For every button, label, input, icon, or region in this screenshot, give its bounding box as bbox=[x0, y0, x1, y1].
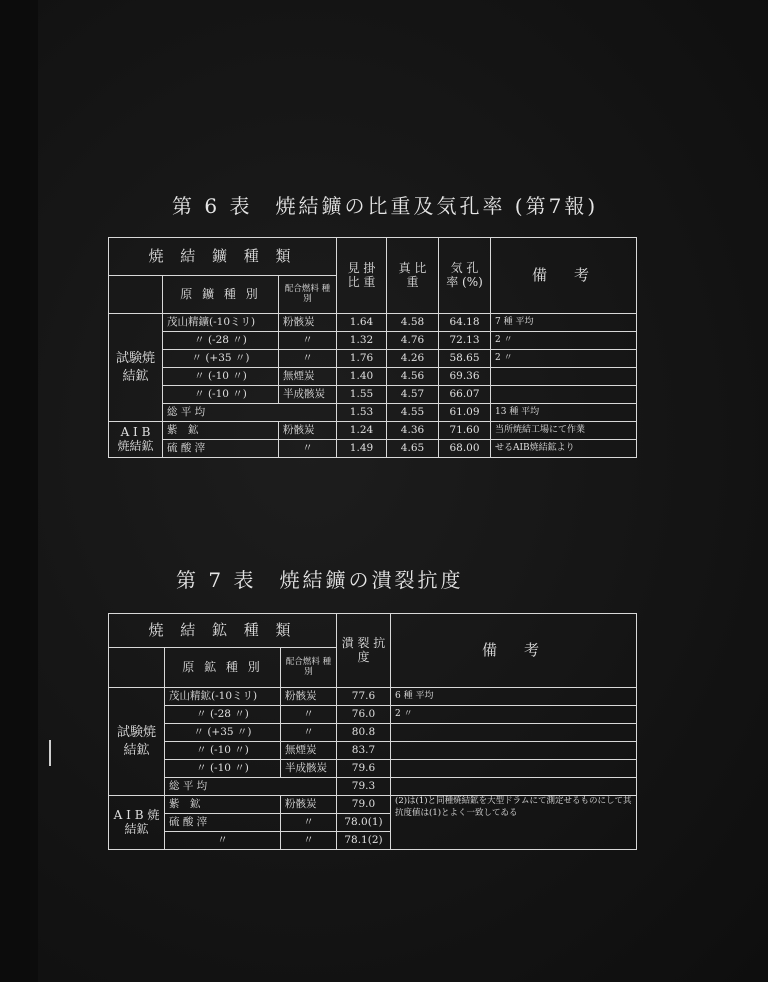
t7-remark: 6 種 平均 bbox=[391, 688, 637, 706]
t6-head-remarks: 備 考 bbox=[491, 238, 637, 314]
t7-remark: 2 〃 bbox=[391, 706, 637, 724]
t6-apparent-sg: 1.24 bbox=[337, 422, 387, 440]
t7-strength: 78.1(2) bbox=[337, 832, 391, 850]
t6-true-sg: 4.56 bbox=[387, 368, 439, 386]
table-row bbox=[109, 350, 637, 368]
t6-material: 紫 鉱 bbox=[163, 422, 279, 440]
table-row bbox=[109, 688, 637, 706]
t6-apparent-sg: 1.49 bbox=[337, 440, 387, 458]
t7-head-blank bbox=[109, 648, 165, 688]
t6-group-aib: A I B 焼結鉱 bbox=[109, 422, 163, 458]
t7-strength: 83.7 bbox=[337, 742, 391, 760]
t7-head-material: 原 鉱 種 別 bbox=[165, 648, 281, 688]
t7-fuel: 粉骸炭 bbox=[281, 688, 337, 706]
t6-apparent-sg: 1.55 bbox=[337, 386, 387, 404]
table-row bbox=[109, 386, 637, 404]
t6-fuel: 〃 bbox=[279, 332, 337, 350]
t7-head-remarks: 備 考 bbox=[391, 614, 637, 688]
t7-fuel: 無煙炭 bbox=[281, 742, 337, 760]
t6-fuel: 無煙炭 bbox=[279, 368, 337, 386]
t7-head-fuel: 配合燃料 種 別 bbox=[281, 648, 337, 688]
t6-porosity: 72.13 bbox=[439, 332, 491, 350]
t7-material: 〃 bbox=[165, 832, 281, 850]
t7-material: 硫 酸 滓 bbox=[165, 814, 281, 832]
table-row bbox=[109, 368, 637, 386]
t7-fuel: 粉骸炭 bbox=[281, 796, 337, 814]
t7-fuel: 〃 bbox=[281, 706, 337, 724]
table6 bbox=[108, 237, 637, 458]
t6-material: 〃 (-10 〃) bbox=[163, 368, 279, 386]
table-row bbox=[109, 440, 637, 458]
t7-fuel: 半成骸炭 bbox=[281, 760, 337, 778]
margin-mark bbox=[49, 740, 51, 766]
t7-aib-note: (2)は(1)と同種焼結鉱を大型ドラムにて測定せるものにして其抗度値は(1)とよく一致してゐる bbox=[391, 796, 637, 850]
t6-material: 〃 (-10 〃) bbox=[163, 386, 279, 404]
t6-true-sg: 4.65 bbox=[387, 440, 439, 458]
t7-head-type: 焼 結 鉱 種 類 bbox=[109, 614, 337, 648]
t7-material: 総 平 均 bbox=[165, 778, 337, 796]
t7-material: 〃 (+35 〃) bbox=[165, 724, 281, 742]
t6-porosity: 66.07 bbox=[439, 386, 491, 404]
t6-true-sg: 4.26 bbox=[387, 350, 439, 368]
table-row bbox=[109, 778, 637, 796]
t6-material: 硫 酸 滓 bbox=[163, 440, 279, 458]
table7 bbox=[108, 613, 637, 850]
t6-apparent-sg: 1.40 bbox=[337, 368, 387, 386]
table-row bbox=[109, 422, 637, 440]
t7-strength: 76.0 bbox=[337, 706, 391, 724]
t6-porosity: 71.60 bbox=[439, 422, 491, 440]
t6-porosity: 58.65 bbox=[439, 350, 491, 368]
t7-remark bbox=[391, 724, 637, 742]
t6-remark: 13 種 平均 bbox=[491, 404, 637, 422]
t7-material: 〃 (-10 〃) bbox=[165, 742, 281, 760]
t7-material: 〃 (-28 〃) bbox=[165, 706, 281, 724]
table6-title: 第 6 表 焼結鑛の比重及気孔率 (第7報) bbox=[172, 194, 599, 218]
t7-strength: 77.6 bbox=[337, 688, 391, 706]
t6-head-blank bbox=[109, 276, 163, 314]
t6-true-sg: 4.76 bbox=[387, 332, 439, 350]
t6-material: 茂山精鑛(-10ミリ) bbox=[163, 314, 279, 332]
t6-head-apparent-sg: 見 掛 比 重 bbox=[337, 238, 387, 314]
t6-true-sg: 4.57 bbox=[387, 386, 439, 404]
t6-true-sg: 4.58 bbox=[387, 314, 439, 332]
t6-remark: 2 〃 bbox=[491, 332, 637, 350]
table-row bbox=[109, 404, 637, 422]
t6-head-porosity: 気 孔 率 (%) bbox=[439, 238, 491, 314]
t7-group-test: 試験焼結鉱 bbox=[109, 688, 165, 796]
t6-fuel: 〃 bbox=[279, 440, 337, 458]
t7-remark bbox=[391, 742, 637, 760]
t6-fuel: 粉骸炭 bbox=[279, 422, 337, 440]
t6-material: 〃 (+35 〃) bbox=[163, 350, 279, 368]
t6-porosity: 68.00 bbox=[439, 440, 491, 458]
t7-material: 紫 鉱 bbox=[165, 796, 281, 814]
t7-fuel: 〃 bbox=[281, 724, 337, 742]
t6-true-sg: 4.36 bbox=[387, 422, 439, 440]
t6-apparent-sg: 1.32 bbox=[337, 332, 387, 350]
table-row bbox=[109, 760, 637, 778]
t6-porosity: 61.09 bbox=[439, 404, 491, 422]
t7-remark bbox=[391, 778, 637, 796]
t7-group-aib: A I B 焼結鉱 bbox=[109, 796, 165, 850]
t6-apparent-sg: 1.64 bbox=[337, 314, 387, 332]
t6-fuel: 半成骸炭 bbox=[279, 386, 337, 404]
t6-porosity: 69.36 bbox=[439, 368, 491, 386]
t7-material: 茂山精鉱(-10ミリ) bbox=[165, 688, 281, 706]
t6-material: 〃 (-28 〃) bbox=[163, 332, 279, 350]
binding-edge bbox=[0, 0, 38, 982]
t7-strength: 79.3 bbox=[337, 778, 391, 796]
t7-fuel: 〃 bbox=[281, 814, 337, 832]
table-row bbox=[109, 706, 637, 724]
t6-remark: せるAIB焼結鉱より bbox=[491, 440, 637, 458]
t6-head-fuel: 配合燃料 種 別 bbox=[279, 276, 337, 314]
t6-group-test: 試験焼結鉱 bbox=[109, 314, 163, 422]
t6-porosity: 64.18 bbox=[439, 314, 491, 332]
t7-remark bbox=[391, 760, 637, 778]
t6-remark bbox=[491, 386, 637, 404]
t6-fuel: 〃 bbox=[279, 350, 337, 368]
table7-title: 第 7 表 焼結鑛の潰裂抗度 bbox=[176, 568, 464, 592]
t6-fuel: 粉骸炭 bbox=[279, 314, 337, 332]
t7-fuel: 〃 bbox=[281, 832, 337, 850]
table-row bbox=[109, 724, 637, 742]
table-row bbox=[109, 332, 637, 350]
t6-apparent-sg: 1.76 bbox=[337, 350, 387, 368]
t7-head-strength: 潰 裂 抗 度 bbox=[337, 614, 391, 688]
table-row bbox=[109, 796, 637, 814]
t6-apparent-sg: 1.53 bbox=[337, 404, 387, 422]
t7-material: 〃 (-10 〃) bbox=[165, 760, 281, 778]
t6-remark bbox=[491, 368, 637, 386]
t6-true-sg: 4.55 bbox=[387, 404, 439, 422]
t7-strength: 80.8 bbox=[337, 724, 391, 742]
t6-remark: 当所焼結工場にて作業 bbox=[491, 422, 637, 440]
table-row bbox=[109, 314, 637, 332]
t7-strength: 78.0(1) bbox=[337, 814, 391, 832]
t6-remark: 7 種 平均 bbox=[491, 314, 637, 332]
t7-strength: 79.0 bbox=[337, 796, 391, 814]
t6-remark: 2 〃 bbox=[491, 350, 637, 368]
table-row bbox=[109, 742, 637, 760]
t6-head-material: 原 鑛 種 別 bbox=[163, 276, 279, 314]
t6-head-type: 焼 結 鑛 種 類 bbox=[109, 238, 337, 276]
t7-strength: 79.6 bbox=[337, 760, 391, 778]
t6-head-true-sg: 真 比 重 bbox=[387, 238, 439, 314]
t6-material: 総 平 均 bbox=[163, 404, 337, 422]
